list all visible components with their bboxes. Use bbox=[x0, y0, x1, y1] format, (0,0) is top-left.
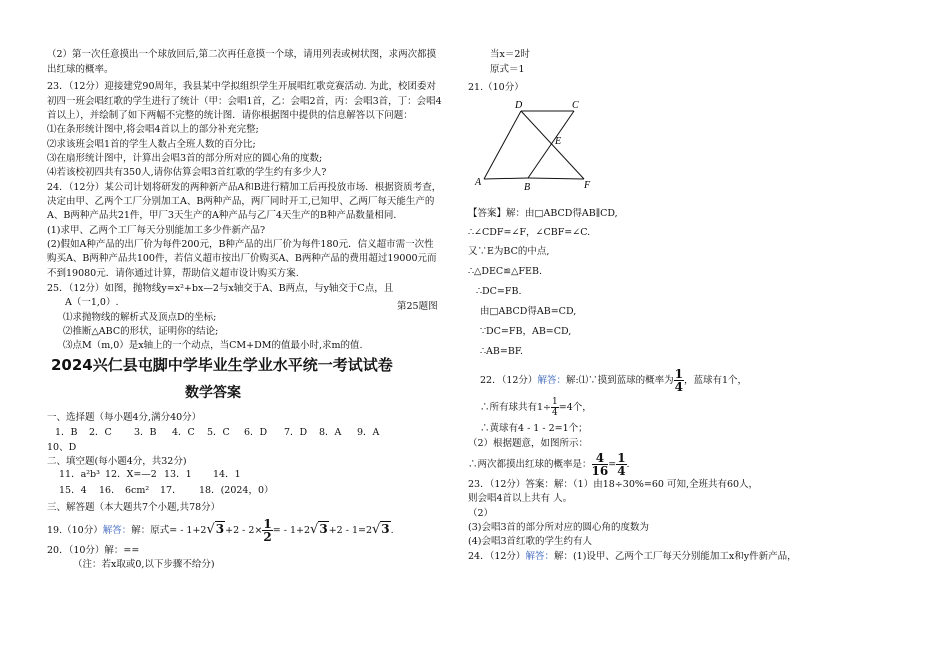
q24-line3: A、B两种产品共21件，甲厂3天生产的A种产品与乙厂4天生产的B种产品数量相同． bbox=[47, 210, 403, 221]
q22-step-c: ∴所有球共有1÷ bbox=[480, 402, 552, 413]
q22-part2-line2: 出红球的概率。 bbox=[47, 64, 114, 75]
mc-answer-10: 10、D bbox=[47, 442, 77, 453]
q24-line1: 24．（12分）某公司计划将研发的两种新产品A和B进行精加工后再投放市场．根据资质考查， bbox=[47, 182, 442, 193]
mc-answer-7: 7．D bbox=[284, 427, 308, 438]
q25-item3: ⑶点M（m,0）是x轴上的一个动点，当CM+DM的值最小时,求m的值. bbox=[63, 340, 363, 351]
q19-step-c: = - 1+2 bbox=[272, 525, 311, 536]
fill-answer-16-value: 6cm² bbox=[125, 485, 150, 496]
sqrt-sign-icon: √ bbox=[310, 522, 319, 537]
q21-step-6: 由□ABCD得AB=CD, bbox=[480, 306, 577, 317]
segment-bf bbox=[528, 178, 584, 179]
q21-step-5: ∴DC=FB. bbox=[476, 286, 522, 297]
q19-fraction-den: 2 bbox=[263, 530, 272, 544]
point-e-label: E bbox=[555, 136, 562, 147]
q22-step-g: ∴两次都摸出红球的概率是： bbox=[468, 459, 592, 470]
fill-answer-14: 14．1 bbox=[213, 469, 241, 480]
fill-answer-12: 12．X=—2 bbox=[105, 469, 157, 480]
q21-step-7: ∵DC=FB，AB=CD, bbox=[480, 326, 572, 337]
exam-title: 2024兴仁县屯脚中学毕业生学业水平统一考试试卷 bbox=[51, 356, 393, 374]
q22-yellow-balls: ∴黄球有4 - 1 - 2=1个； bbox=[480, 423, 588, 434]
q21-step-1: 解：由□ABCD得AB∥CD, bbox=[506, 208, 618, 219]
segment-ad bbox=[484, 111, 521, 179]
q22-part2: （2）根据题意，如图所示： bbox=[468, 438, 589, 449]
answer-bracket-label: 【答案】 bbox=[468, 208, 507, 219]
q22-fraction-den: 4 bbox=[674, 380, 684, 394]
q24-item1: (1)求甲、乙两个工厂每天分别能加工多少件新产品? bbox=[47, 225, 266, 236]
segment-cb bbox=[528, 111, 574, 178]
q22-step-a: 解:⑴∵摸到蓝球的概率为 bbox=[565, 375, 674, 386]
segment-df bbox=[521, 111, 584, 179]
point-a-label: A bbox=[475, 177, 482, 188]
parallelogram-figure bbox=[468, 96, 608, 192]
q19-solution bbox=[47, 518, 394, 543]
q24-answer bbox=[468, 549, 797, 564]
fill-answer-17: 17． bbox=[160, 485, 182, 496]
q24-line2: 决定由甲、乙两个工厂分别加工A、B两种产品，两厂同时开工,已知甲、乙两厂每天能生产的 bbox=[47, 196, 435, 207]
q22-divisor-den: 4 bbox=[552, 408, 558, 418]
q22-result-den-2: 4 bbox=[617, 464, 626, 478]
q23-item2: ⑵求该班会唱1首的学生人数占全班人数的百分比; bbox=[47, 139, 256, 150]
q23-item4: ⑷若该校初四共有350人,请你估算会唱3首红歌的学生约有多少人? bbox=[47, 167, 327, 178]
q25-item2: ⑵推断△ABC的形状，证明你的结论; bbox=[63, 326, 219, 337]
q22-step-d: =4个， bbox=[558, 402, 592, 413]
q20-note: （注：若x取或0,以下步骤不给分) bbox=[73, 559, 215, 570]
fill-answer-15: 15．4 bbox=[59, 485, 87, 496]
q19-fraction bbox=[262, 518, 272, 543]
q25-figure-caption: 第25题图 bbox=[397, 301, 438, 312]
q22-result-num-2: 1 bbox=[617, 451, 626, 465]
q23-answer-line2: 则会唱4首以上共有 人。 bbox=[468, 493, 573, 504]
q24-item2-line1: (2)假如A种产品的出厂价为每件200元，B种产品的出厂价为每件180元．信义超市需一次性 bbox=[47, 239, 434, 250]
q23-answer-line5: (4)会唱3首红歌的学生约有人 bbox=[468, 536, 593, 547]
q22-equals: = bbox=[608, 459, 617, 470]
q22-result-den-1: 16 bbox=[591, 464, 609, 478]
q22-step-b: ，蓝球有1个， bbox=[684, 375, 748, 386]
q19-sqrt-b: 3 bbox=[319, 522, 328, 536]
q24-item2-line2: 购买A、B两种产品共100件，若信义超市按出厂价购买A、B两种产品的费用超过19000元而 bbox=[47, 253, 437, 264]
mc-answer-2: 2．C bbox=[89, 427, 112, 438]
q19-step-a: 解：原式= - 1+2 bbox=[131, 525, 207, 536]
q24-item2-line3: 不到19080元．请你通过计算，帮助信义超市设计购买方案. bbox=[47, 268, 299, 279]
q22-fraction-num: 1 bbox=[674, 367, 684, 381]
segment-ab bbox=[484, 178, 528, 179]
sqrt-sign-icon: √ bbox=[206, 522, 215, 537]
q21-step-4: ∴△DEC≌△FEB. bbox=[468, 266, 542, 277]
q19-step-b: +2 - 2× bbox=[225, 525, 263, 536]
q22-answer-label: 解答： bbox=[537, 375, 566, 386]
q21-answer bbox=[468, 206, 618, 221]
section1-heading: 一、选择题（每小题4分,满分40分） bbox=[47, 412, 202, 423]
mc-answer-4: 4．C bbox=[172, 427, 195, 438]
q22-part1 bbox=[480, 368, 747, 393]
mc-answer-5: 5．C bbox=[207, 427, 230, 438]
section3-heading: 三、解答题（本大题共7个小题,共78分） bbox=[47, 502, 221, 513]
q23-line1: 23．（12分）迎接建党90周年，我县某中学拟组织学生开展唱红歌竞赛活动. 为此，校团委对 bbox=[47, 81, 437, 92]
q24-step-a: 解：(1)设甲、乙两个工厂每天分别能加工x和y件新产品， bbox=[553, 551, 797, 562]
q23-item3: ⑶在扇形统计图中，计算出会唱3首的部分所对应的圆心角的度数; bbox=[47, 153, 323, 164]
q19-fraction-num: 1 bbox=[263, 517, 272, 531]
answer-title: 数学答案 bbox=[185, 385, 241, 401]
q22-divisor-num: 1 bbox=[552, 397, 558, 407]
q20-result: 原式＝1 bbox=[490, 64, 525, 75]
point-d-label: D bbox=[515, 100, 523, 111]
q21-number: 21.（10分） bbox=[468, 82, 524, 93]
sqrt-sign-icon: √ bbox=[372, 522, 381, 537]
q23-answer-line3: （2） bbox=[468, 508, 494, 519]
mc-answer-6: 6．D bbox=[244, 427, 268, 438]
mc-answer-3: 3．B bbox=[134, 427, 157, 438]
mc-answer-8: 8．A bbox=[319, 427, 342, 438]
section2-heading: 二、填空题(每小题4分，共32分) bbox=[47, 456, 187, 467]
q19-sqrt-a: 3 bbox=[215, 522, 225, 536]
point-f-label: F bbox=[584, 180, 591, 191]
q22-total-balls bbox=[480, 397, 592, 418]
q22-result-fraction-1 bbox=[592, 452, 609, 477]
q24-answer-label: 解答： bbox=[525, 551, 554, 562]
point-b-label: B bbox=[524, 182, 531, 192]
q22-probability-fraction bbox=[674, 368, 684, 393]
q22-part2-line1: （2）第一次任意摸出一个球放回后,第二次再任意摸一个球，请用列表或树状图，求两次都摸 bbox=[47, 49, 437, 60]
q21-step-2: ∴∠CDF=∠F，∠CBF=∠C. bbox=[468, 227, 591, 238]
q22-number: 22．（12分） bbox=[480, 375, 538, 386]
fill-answer-13: 13．1 bbox=[164, 469, 192, 480]
mc-answer-1: 1．B bbox=[55, 427, 78, 438]
q20-solution: 20．（10分）解：== bbox=[47, 545, 140, 556]
fill-answer-16-label: 16． bbox=[99, 485, 121, 496]
q22-result-num-1: 4 bbox=[592, 452, 609, 465]
point-c-label: C bbox=[572, 100, 579, 111]
q23-item1: ⑴在条形统计图中,将会唱4首以上的部分补充完整; bbox=[47, 124, 259, 135]
q19-answer-label: 解答： bbox=[102, 525, 132, 536]
fill-answer-11: 11．a²b³ bbox=[59, 469, 100, 480]
fill-answer-18: 18．(2024，0） bbox=[199, 485, 274, 496]
q21-step-3: 又∵E为BC的中点, bbox=[468, 246, 550, 257]
q22-result-fraction-2 bbox=[616, 452, 626, 477]
q19-step-e: . bbox=[390, 525, 394, 536]
mc-answer-9: 9．A bbox=[357, 427, 380, 438]
q25-item1: ⑴求抛物线的解析式及顶点D的坐标; bbox=[63, 312, 217, 323]
q19-number: 19.（10分） bbox=[47, 525, 103, 536]
q23-answer-line1: 23．（12分）答案：解：（1）由18÷30%=60 可知,全班共有60人， bbox=[468, 479, 759, 490]
q22-period: . bbox=[626, 459, 630, 470]
q23-answer-line4: (3)会唱3首的部分所对应的圆心角的度数为 bbox=[468, 522, 650, 533]
q22-divisor-fraction bbox=[551, 397, 559, 418]
q19-sqrt-c: 3 bbox=[381, 522, 390, 536]
q24-number: 24．（12分） bbox=[468, 551, 526, 562]
q23-line2: 初四一班会唱红歌的学生进行了统计（甲：会唱1首，乙：会唱2首，丙：会唱3首，丁：会唱4 bbox=[47, 96, 442, 107]
q22-probability-result bbox=[468, 452, 630, 477]
q25-line1: 25．（12分）如图，抛物线y=x²+bx—2与x轴交于A、B两点，与y轴交于C点，且 bbox=[47, 283, 394, 294]
q20-substitution: 当x＝2时 bbox=[490, 49, 530, 60]
q25-line2: A（一1,0）. bbox=[65, 297, 119, 308]
q21-step-8: ∴AB=BF. bbox=[480, 346, 523, 357]
q23-line3: 首以上），并绘制了如下两幅不完整的统计图．请你根据图中提供的信息解答以下问题： bbox=[47, 110, 413, 121]
q19-step-d: +2 - 1=2 bbox=[328, 525, 372, 536]
